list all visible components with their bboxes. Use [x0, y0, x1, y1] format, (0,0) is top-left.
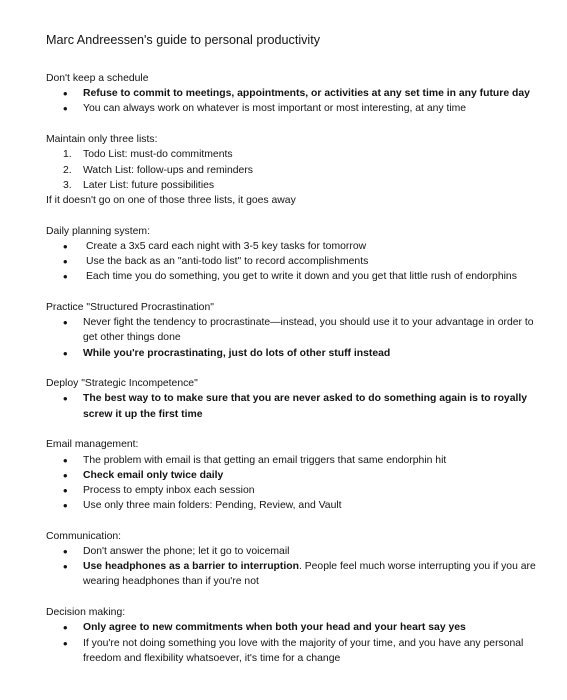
section-heading: Daily planning system: — [46, 225, 150, 237]
section-heading: Don't keep a schedule — [46, 73, 149, 84]
list-number: 3. — [63, 179, 72, 191]
item-text: Todo List: must-do commitments — [83, 149, 233, 161]
item-text: Never fight the tendency to procrastinate—instead, you should use it to your advantage in order to get other things done — [83, 317, 534, 344]
section-decision-making — [46, 605, 546, 666]
bullet-list — [46, 453, 546, 514]
section-heading: Decision making: — [46, 607, 126, 619]
item-text: You can always work on whatever is most important or most interesting, at any time — [83, 103, 467, 115]
item-text: Create a 3x5 card each night with 3-5 key tasks for tomorrow — [86, 240, 367, 252]
bullet-list — [46, 391, 546, 421]
section-structured-procrastination — [46, 300, 546, 361]
section-communication — [46, 529, 546, 590]
list-item — [46, 163, 546, 178]
bullet-list — [46, 544, 546, 590]
item-text: Don't answer the phone; let it go to voicemail — [83, 546, 290, 558]
item-text: Process to empty inbox each session — [83, 484, 255, 496]
bold-text: While you're procrastinating, just do lots of other stuff instead — [83, 347, 391, 359]
list-item — [46, 391, 546, 421]
section-strategic-incompetence — [46, 376, 546, 422]
section-lists — [46, 132, 546, 208]
list-item — [46, 346, 546, 361]
bold-text: Only agree to new commitments when both your head and your heart say yes — [83, 622, 466, 634]
list-item — [46, 636, 546, 666]
bold-text: Use headphones as a barrier to interruption — [83, 561, 299, 573]
list-item — [46, 315, 546, 345]
list-item — [46, 101, 546, 116]
list-item — [46, 147, 546, 162]
section-schedule — [46, 71, 546, 117]
list-item — [46, 178, 546, 193]
item-text: If you're not doing something you love with the majority of your time, and you have any personal freedom and flexibility whatsoever, it's time for a change — [83, 637, 524, 664]
section-heading: Email management: — [46, 439, 139, 451]
list-item — [46, 620, 546, 635]
bold-text: The best way to to make sure that you are never asked to do something again is to royally screw it up the first time — [83, 393, 528, 420]
list-item — [46, 453, 546, 468]
list-item — [46, 544, 546, 559]
item-text: Use only three main folders: Pending, Review, and Vault — [83, 500, 342, 512]
item-text: Use the back as an "anti-todo list" to record accomplishments — [86, 256, 369, 268]
bold-text: Refuse to commit to meetings, appointments, or activities at any set time in any future day — [83, 88, 530, 100]
list-number: 2. — [63, 164, 72, 176]
section-heading: Maintain only three lists: — [46, 134, 158, 146]
list-item — [46, 239, 546, 254]
bullet-list — [46, 86, 546, 116]
item-text: The problem with email is that getting an email triggers that same endorphin hit — [83, 454, 447, 466]
list-item — [46, 254, 546, 269]
list-item — [46, 498, 546, 513]
section-heading: Communication: — [46, 530, 122, 542]
bullet-list — [46, 315, 546, 361]
bullet-list — [46, 239, 546, 285]
section-heading: Deploy "Strategic Incompetence" — [46, 378, 198, 390]
item-text: Watch List: follow-ups and reminders — [83, 164, 253, 176]
item-text: Each time you do something, you get to write it down and you get that little rush of endorphins — [86, 271, 517, 283]
list-item — [46, 269, 546, 284]
item-text: . People feel much worse interrupting you if you are wearing headphones than if you're not — [83, 561, 536, 588]
list-item — [46, 86, 546, 101]
item-text: Later List: future possibilities — [83, 179, 215, 191]
list-item — [46, 483, 546, 498]
document-title: Marc Andreessen's guide to personal productivity — [46, 33, 321, 47]
list-number: 1. — [63, 149, 72, 161]
document-page — [46, 31, 546, 682]
section-email-management — [46, 437, 546, 513]
list-item — [46, 468, 546, 483]
bold-text: Check email only twice daily — [83, 469, 224, 481]
numbered-list — [46, 147, 546, 193]
section-heading: Practice "Structured Procrastination" — [46, 301, 214, 313]
section-daily-planning — [46, 224, 546, 285]
section-footer-text: If it doesn't go on one of those three lists, it goes away — [46, 194, 296, 206]
list-item — [46, 559, 546, 589]
bullet-list — [46, 620, 546, 666]
